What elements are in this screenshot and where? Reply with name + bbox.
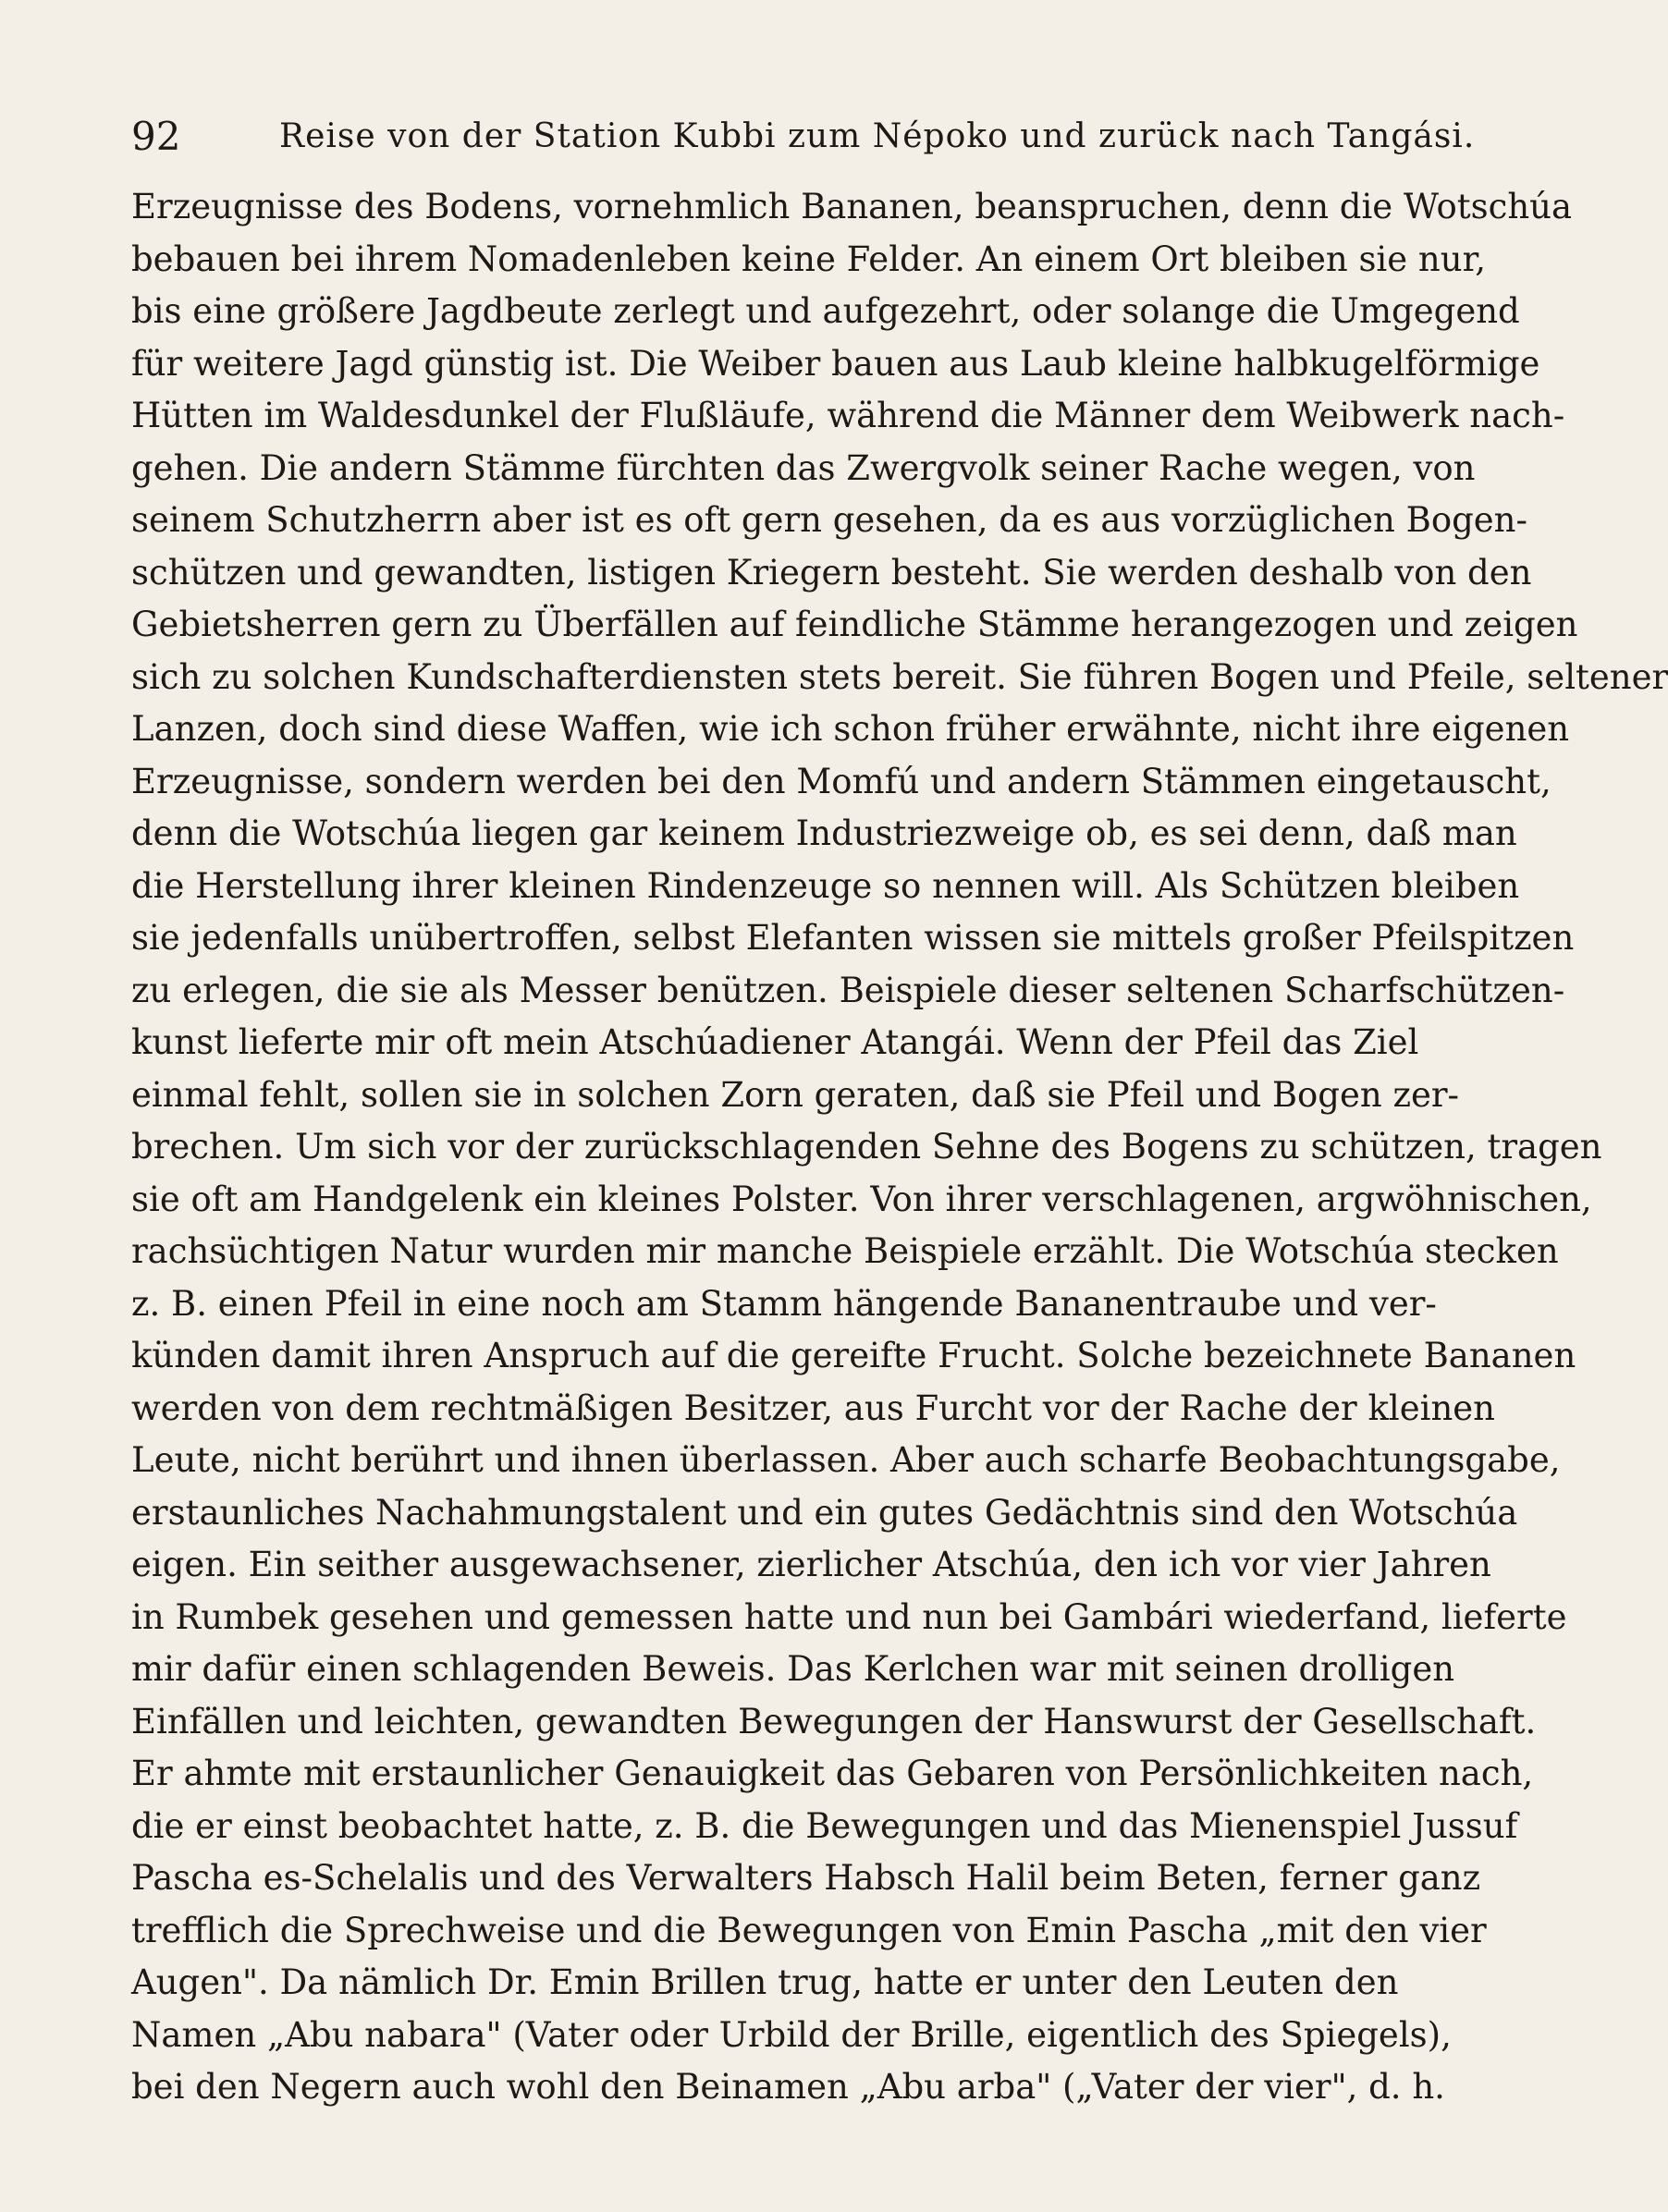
text-line: künden damit ihren Anspruch auf die gereifte Frucht. Solche bezeichnete Bananen xyxy=(131,1336,1576,1375)
text-line: in Rumbek gesehen und gemessen hatte und nun bei Gambári wiederfand, lieferte xyxy=(131,1596,1567,1637)
text-line: Erzeugnisse, sondern werden bei den Momfú und andern Stämmen eingetauscht, xyxy=(131,761,1551,801)
text-line: Augen". Da nämlich Dr. Emin Brillen trug, hatte er unter den Leuten den xyxy=(131,1962,1399,2002)
text-line: Leute, nicht berührt und ihnen überlassen. Aber auch scharfe Beobachtungsgabe, xyxy=(131,1440,1561,1480)
text-line: Gebietsherren gern zu Überfällen auf feindliche Stämme herangezogen und zeigen xyxy=(131,605,1578,644)
text-line: werden von dem rechtmäßigen Besitzer, aus Furcht vor der Rache der kleinen xyxy=(131,1387,1496,1428)
text-line: für weitere Jagd günstig ist. Die Weiber bauen aus Laub kleine halbkugelförmige xyxy=(131,343,1540,384)
text-line: mir dafür einen schlagenden Beweis. Das Kerlchen war mit seinen drolligen xyxy=(131,1649,1455,1689)
text-line: gehen. Die andern Stämme fürchten das Zwergvolk seiner Rache wegen, von xyxy=(131,447,1476,488)
text-line: sie oft am Handgelenk ein kleines Polster. Von ihrer verschlagenen, argwöhnischen, xyxy=(131,1179,1592,1219)
text-line: Lanzen, doch sind diese Waffen, wie ich schon früher erwähnte, nicht ihre eigenen xyxy=(131,709,1570,749)
text-line: rachsüchtigen Natur wurden mir manche Beispiele erzählt. Die Wotschúa stecken xyxy=(131,1231,1559,1271)
text-line: seinem Schutzherrn aber ist es oft gern gesehen, da es aus vorzüglichen Bogen- xyxy=(131,500,1528,540)
text-line: Einfällen und leichten, gewandten Bewegungen der Hanswurst der Gesellschaft. xyxy=(131,1701,1537,1741)
text-line: Namen „Abu nabara" (Vater oder Urbild der Brille, eigentlich des Spiegels), xyxy=(131,2014,1452,2055)
text-line: einmal fehlt, sollen sie in solchen Zorn geraten, daß sie Pfeil und Bogen zer- xyxy=(131,1074,1460,1115)
page-number: 92 xyxy=(131,114,181,159)
text-line: die er einst beobachtet hatte, z. B. die Bewegungen und das Mienenspiel Jussuf xyxy=(131,1805,1518,1846)
text-line: Erzeugnisse des Bodens, vornehmlich Bananen, beanspruchen, denn die Wotschúa xyxy=(131,187,1573,226)
text-line: zu erlegen, die sie als Messer benützen. Beispiele dieser seltenen Scharfschützen- xyxy=(131,970,1565,1010)
text-line: sie jedenfalls unübertroffen, selbst Elefanten wissen sie mittels großer Pfeilspitzen xyxy=(131,918,1575,958)
text-line: kunst lieferte mir oft mein Atschúadiener Atangái. Wenn der Pfeil das Ziel xyxy=(131,1022,1419,1062)
text-line: denn die Wotschúa liegen gar keinem Industriezweige ob, es sei denn, daß man xyxy=(131,813,1517,853)
page-header xyxy=(131,109,1476,165)
text-line: Hütten im Waldesdunkel der Flußläufe, während die Männer dem Weibwerk nach- xyxy=(131,396,1565,435)
text-line: eigen. Ein seither ausgewachsener, zierlicher Atschúa, den ich vor vier Jahren xyxy=(131,1545,1491,1584)
text-line: sich zu solchen Kundschafterdiensten stets bereit. Sie führen Bogen und Pfeile, seltener xyxy=(131,656,1668,697)
text-line: Er ahmte mit erstaunlicher Genauigkeit das Gebaren von Persönlichkeiten nach, xyxy=(131,1754,1534,1793)
text-line: trefflich die Sprechweise und die Bewegungen von Emin Pascha „mit den vier xyxy=(131,1910,1487,1950)
text-line: die Herstellung ihrer kleinen Rindenzeuge so nennen will. Als Schützen bleiben xyxy=(131,865,1520,906)
text-line: bebauen bei ihrem Nomadenleben keine Felder. An einem Ort bleiben sie nur, xyxy=(131,238,1486,279)
text-line: schützen und gewandten, listigen Kriegern besteht. Sie werden deshalb von den xyxy=(131,552,1532,593)
text-line: Pascha es-Schelalis und des Verwalters Habsch Halil beim Beten, ferner ganz xyxy=(131,1858,1481,1898)
text-line: z. B. einen Pfeil in eine noch am Stamm hängende Bananentraube und ver- xyxy=(131,1283,1437,1324)
running-title: Reise von der Station Kubbi zum Népoko und zurück nach Tangási. xyxy=(279,117,1476,155)
text-line: brechen. Um sich vor der zurückschlagenden Sehne des Bogens zu schützen, tragen xyxy=(131,1127,1602,1167)
text-line: bei den Negern auch wohl den Beinamen „Abu arba" („Vater der vier", d. h. xyxy=(131,2067,1445,2107)
text-line: erstaunliches Nachahmungstalent und ein gutes Gedächtnis sind den Wotschúa xyxy=(131,1492,1518,1533)
text-line: bis eine größere Jagdbeute zerlegt und aufgezehrt, oder solange die Umgegend xyxy=(131,291,1520,331)
body-text xyxy=(131,181,1668,2114)
